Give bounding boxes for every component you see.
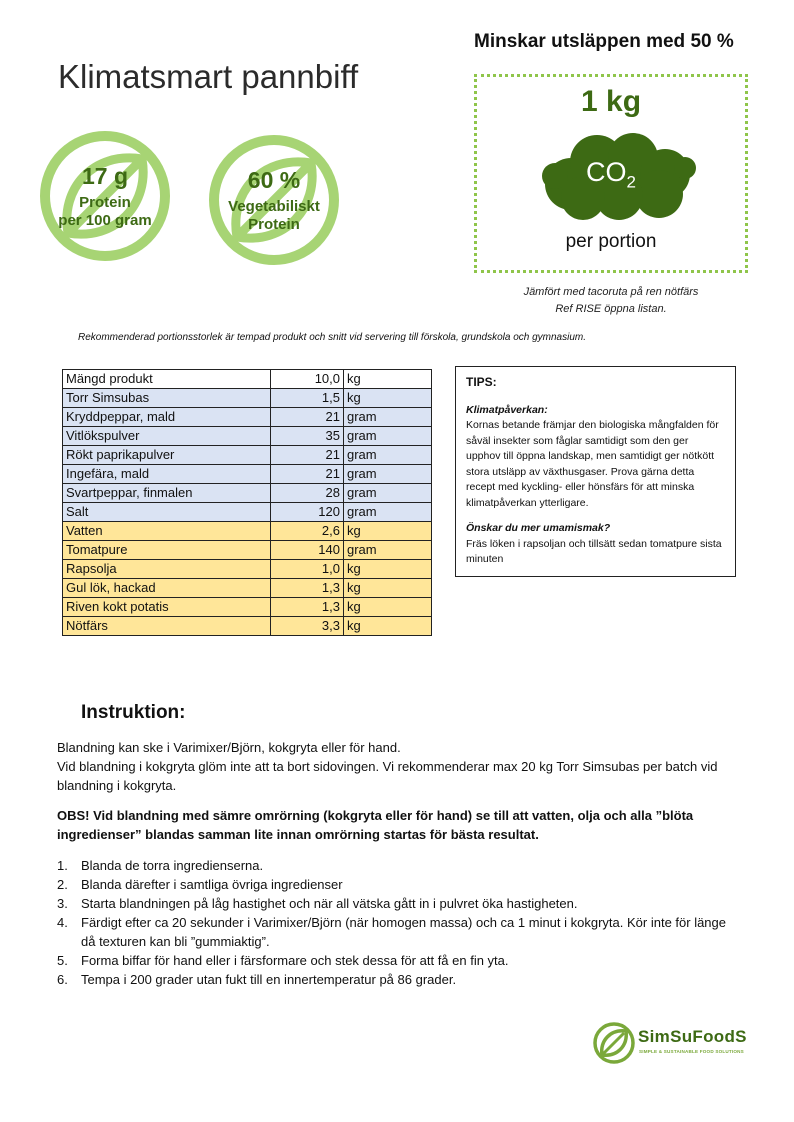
umami-text: Fräs löken i rapsoljan och tillsätt sedan tomatpure sista minuten [466, 537, 722, 565]
ingredient-quantity: 21 [271, 446, 344, 465]
ingredient-unit: gram [344, 427, 432, 446]
step-text: Starta blandningen på låg hastighet och när all vätska gått in i pulvret öka hastigheten. [81, 896, 578, 911]
ingredient-table [62, 369, 432, 636]
ingredient-unit: gram [344, 503, 432, 522]
ingredient-quantity: 140 [271, 541, 344, 560]
table-row [63, 427, 432, 446]
ingredient-quantity: 2,6 [271, 522, 344, 541]
ingredient-quantity: 1,3 [271, 579, 344, 598]
table-row [63, 617, 432, 636]
ingredient-name: Gul lök, hackad [63, 579, 271, 598]
ingredient-unit: gram [344, 541, 432, 560]
protein-unit: per 100 gram [58, 212, 152, 230]
instructions-paragraph-1: Blandning kan ske i Varimixer/Björn, kokgryta eller för hand. [57, 740, 401, 755]
ingredient-name: Vitlökspulver [63, 427, 271, 446]
ingredient-quantity: 21 [271, 408, 344, 427]
protein-label: Protein [79, 193, 131, 211]
step-number: 6. [57, 972, 68, 987]
step-number: 3. [57, 896, 68, 911]
co2-symbol: CO [586, 157, 627, 187]
table-row [63, 484, 432, 503]
ingredient-unit: gram [344, 484, 432, 503]
ingredient-name: Mängd produkt [63, 370, 271, 389]
ingredient-unit: gram [344, 465, 432, 484]
ingredient-unit: kg [344, 598, 432, 617]
tips-box [455, 366, 736, 577]
ingredient-name: Ingefära, mald [63, 465, 271, 484]
climate-impact-title: Klimatpåverkan: [466, 403, 548, 416]
list-item [57, 951, 737, 970]
table-row [63, 560, 432, 579]
emission-reduction-heading: Minskar utsläppen med 50 % [474, 31, 734, 52]
ingredient-quantity: 21 [271, 465, 344, 484]
ingredient-name: Kryddpeppar, mald [63, 408, 271, 427]
ingredient-name: Riven kokt potatis [63, 598, 271, 617]
ingredient-name: Salt [63, 503, 271, 522]
table-row [63, 408, 432, 427]
instructions-steps [57, 856, 737, 989]
co2-box [474, 74, 748, 273]
tips-heading: TIPS: [466, 375, 497, 389]
step-number: 5. [57, 953, 68, 968]
step-text: Färdigt efter ca 20 sekunder i Varimixer/Björn (när homogen massa) och ca 1 minut i kokgryta. Kör inte för länge då texturen kan bli ”gummiaktig”. [81, 915, 726, 949]
page-title: Klimatsmart pannbiff [58, 58, 359, 95]
instructions-paragraph-2: Vid blandning i kokgryta glöm inte att ta bort sidovingen. Vi rekommenderar max 20 kg Torr Simsubas per batch vid blandning i kokgryta. [57, 759, 718, 793]
ingredient-unit: kg [344, 579, 432, 598]
ingredient-quantity: 1,0 [271, 560, 344, 579]
logo-name: SimSuFoodS [638, 1027, 747, 1046]
list-item [57, 913, 737, 951]
step-text: Blanda därefter i samtliga övriga ingredienser [81, 877, 343, 892]
table-row [63, 598, 432, 617]
step-text: Blanda de torra ingredienserna. [81, 858, 264, 873]
vegetable-value: 60 % [247, 166, 301, 193]
ingredient-name: Rapsolja [63, 560, 271, 579]
co2-label [477, 157, 745, 192]
ingredient-quantity: 35 [271, 427, 344, 446]
table-row [63, 522, 432, 541]
co2-subscript: 2 [626, 172, 636, 192]
table-row [63, 446, 432, 465]
co2-per-portion: per portion [565, 231, 657, 252]
protein-value: 17 g [81, 162, 129, 189]
ingredient-quantity: 28 [271, 484, 344, 503]
step-number: 4. [57, 915, 68, 930]
climate-impact-text: Kornas betande främjar den biologiska mångfalden för såväl insekter som fåglar samtidigt som den ger upphov till öppna landskap, men samtidigt ger nötkött stora utsläpp av växthusgaser. Prova gärna detta recept med kyckling- eller hönsfärs för att minska klimatpåverkan ytterligare. [466, 419, 719, 509]
list-item [57, 856, 737, 875]
step-number: 2. [57, 877, 68, 892]
ingredient-name: Vatten [63, 522, 271, 541]
umami-title: Önskar du mer umamismak? [466, 522, 611, 534]
list-item [57, 970, 737, 989]
table-row [63, 370, 432, 389]
logo-tagline: SIMPLE & SUSTAINABLE FOOD SOLUTIONS [639, 1049, 744, 1054]
comparison-note: Jämfört med tacoruta på ren nötfärs [523, 286, 699, 298]
reference-note: Ref RISE öppna listan. [555, 303, 667, 315]
table-row [63, 465, 432, 484]
logo-leaf-icon [592, 1021, 636, 1065]
ingredient-unit: kg [344, 617, 432, 636]
ingredient-quantity: 3,3 [271, 617, 344, 636]
ingredient-name: Rökt paprikapulver [63, 446, 271, 465]
table-row [63, 503, 432, 522]
ingredient-quantity: 1,5 [271, 389, 344, 408]
protein-badge [38, 129, 172, 263]
ingredient-name: Tomatpure [63, 541, 271, 560]
ingredient-unit: kg [344, 560, 432, 579]
ingredient-unit: gram [344, 446, 432, 465]
vegetable-label-2: Protein [248, 216, 300, 234]
ingredient-unit: gram [344, 408, 432, 427]
table-row [63, 389, 432, 408]
step-text: Forma biffar för hand eller i färsformare och stek dessa för att få en fin yta. [81, 953, 509, 968]
step-number: 1. [57, 858, 68, 873]
ingredient-unit: kg [344, 522, 432, 541]
ingredient-name: Nötfärs [63, 617, 271, 636]
list-item [57, 875, 737, 894]
ingredient-name: Svartpeppar, finmalen [63, 484, 271, 503]
ingredient-quantity: 10,0 [271, 370, 344, 389]
ingredient-quantity: 120 [271, 503, 344, 522]
ingredient-unit: kg [344, 389, 432, 408]
instructions-obs: OBS! Vid blandning med sämre omrörning (kokgryta eller för hand) se till att vatten, olja och alla ”blöta ingredienser” blandas samman lite innan omrörning startas för bästa resultat. [57, 808, 694, 842]
ingredient-name: Torr Simsubas [63, 389, 271, 408]
co2-amount: 1 kg [580, 85, 642, 118]
step-text: Tempa i 200 grader utan fukt till en innertemperatur på 86 grader. [81, 972, 457, 987]
vegetable-protein-badge [207, 133, 341, 267]
instructions-heading: Instruktion: [81, 702, 186, 723]
simsufoods-logo [592, 1021, 762, 1067]
list-item [57, 894, 737, 913]
portion-recommendation: Rekommenderad portionsstorlek är tempad produkt och snitt vid servering till förskola, grundskola och gymnasium. [78, 332, 587, 343]
table-row [63, 541, 432, 560]
ingredient-unit: kg [344, 370, 432, 389]
ingredient-quantity: 1,3 [271, 598, 344, 617]
vegetable-label: Vegetabiliskt [228, 197, 320, 215]
table-row [63, 579, 432, 598]
